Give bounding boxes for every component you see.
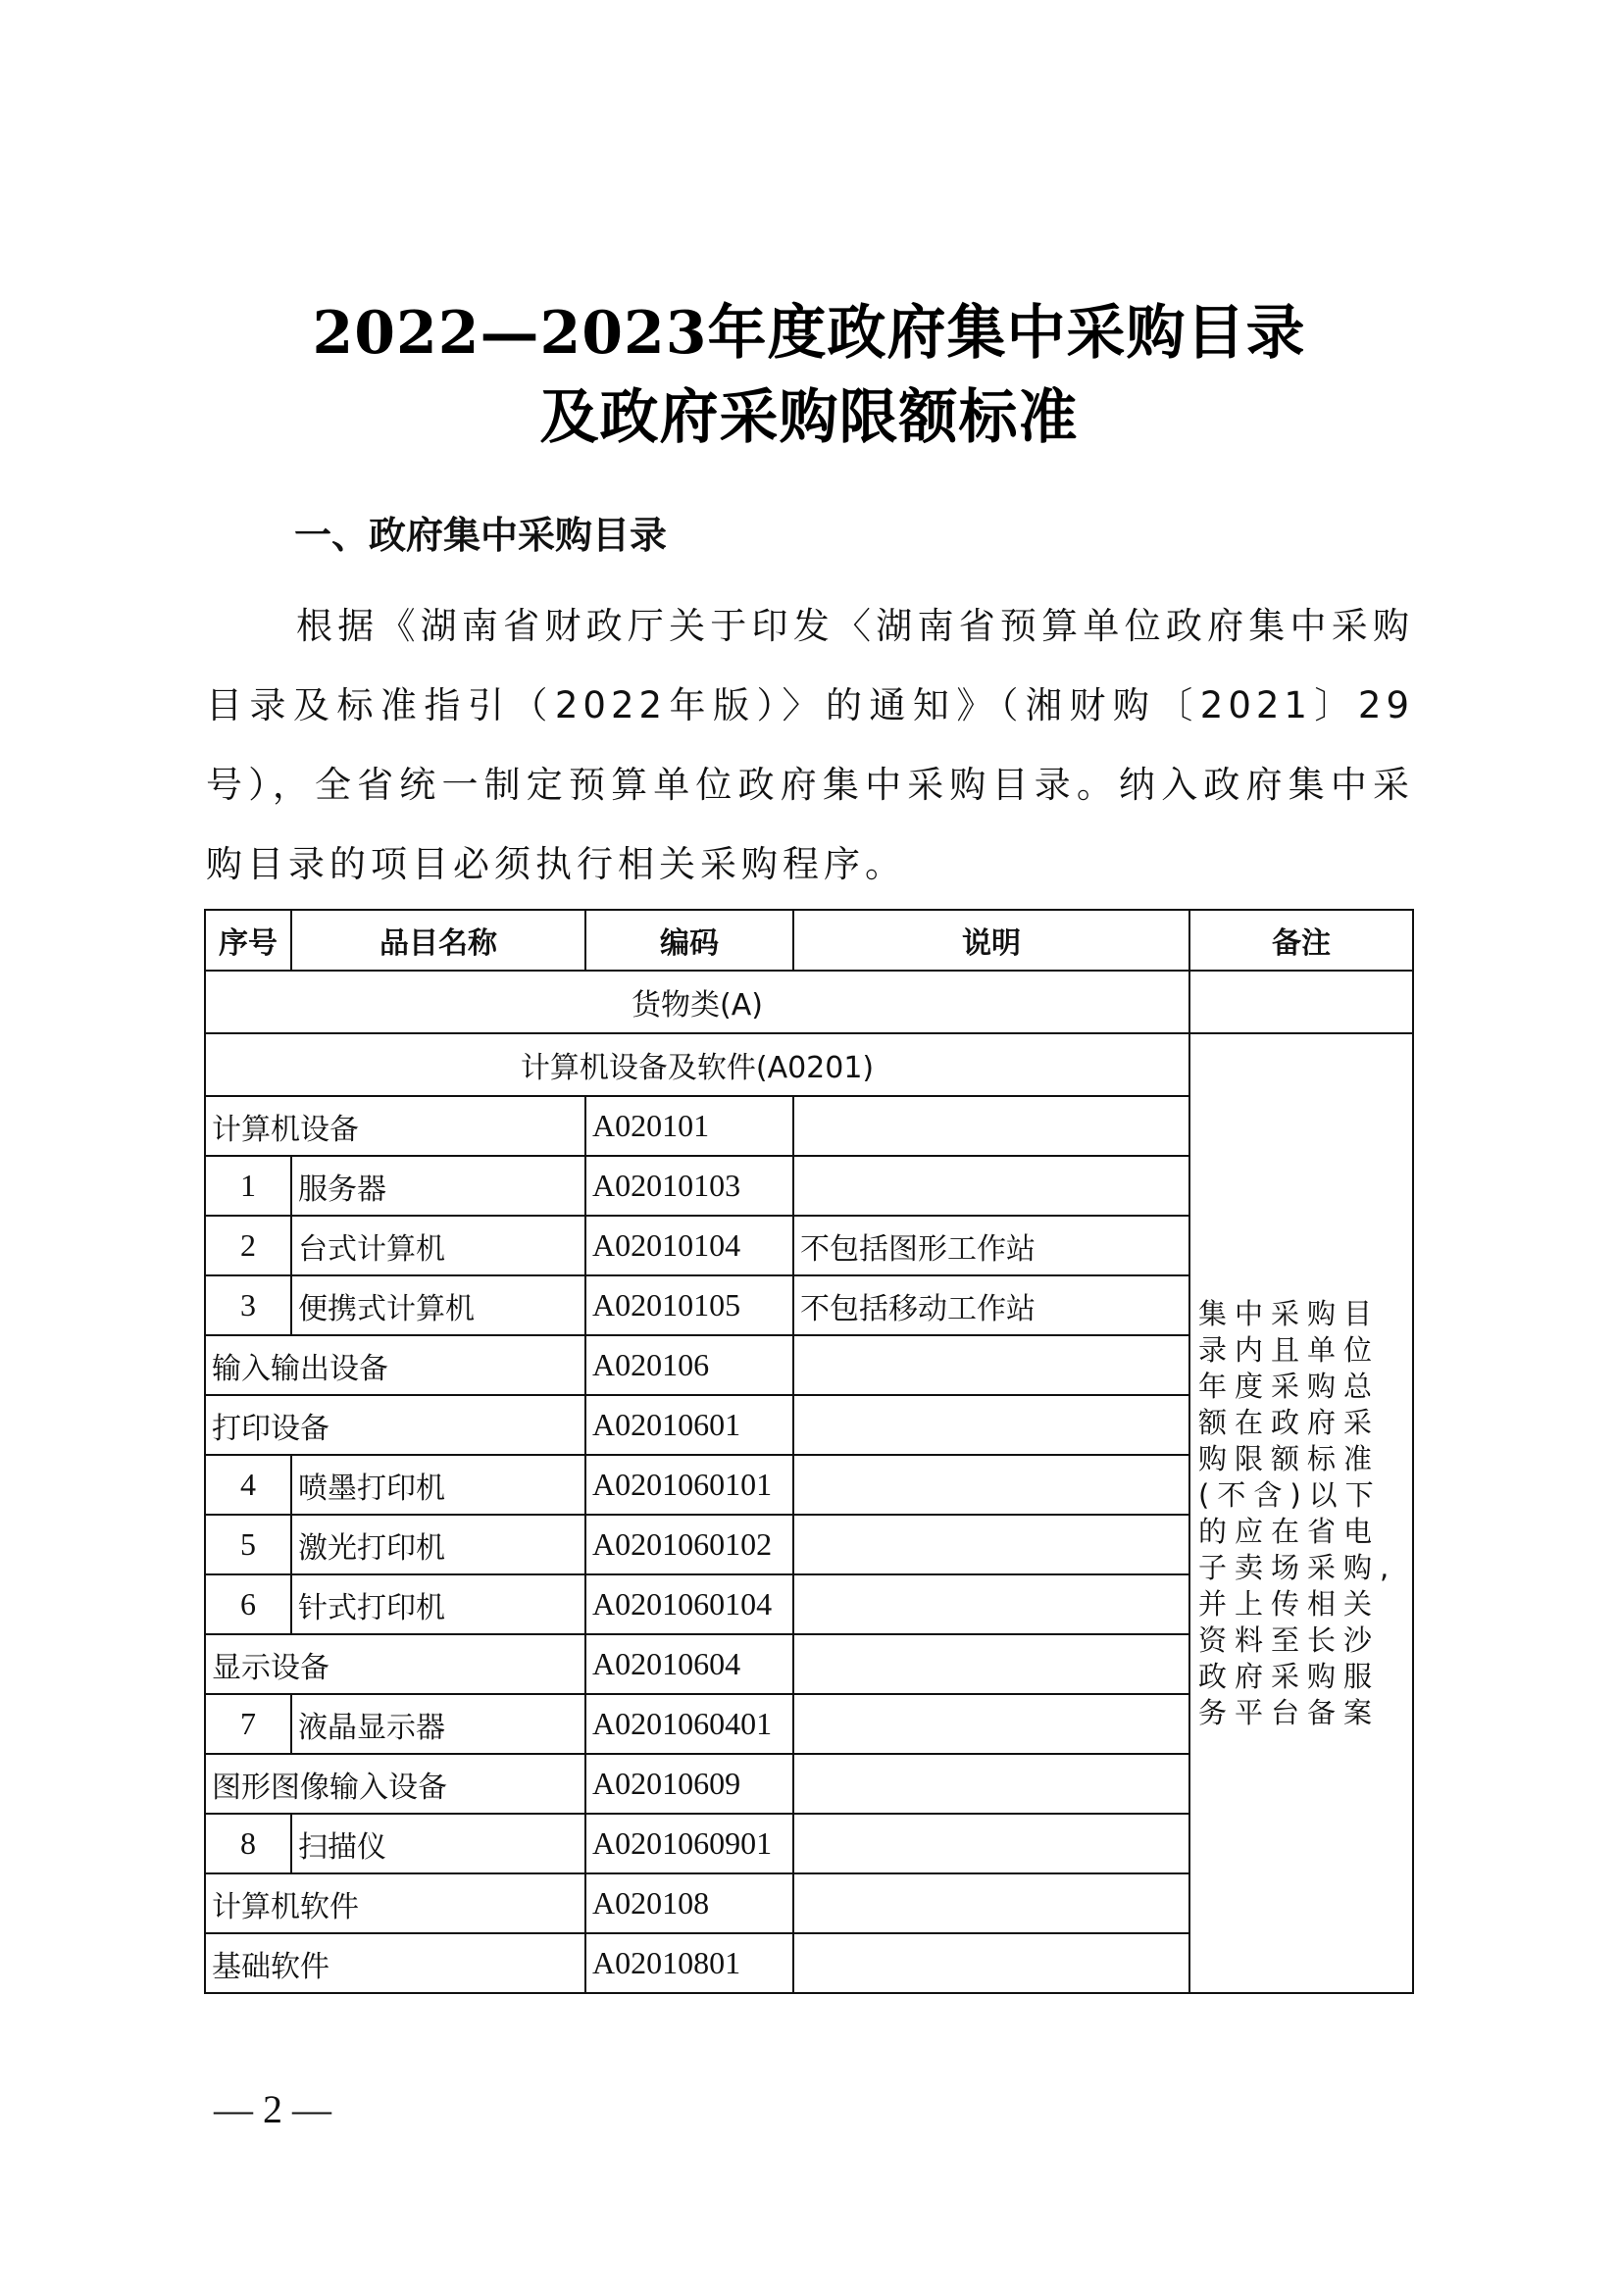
page-number: — 2 — (214, 2087, 331, 2131)
item-description (793, 1694, 1189, 1754)
item-description (793, 1933, 1189, 1993)
item-code: A0201060901 (585, 1814, 793, 1873)
item-group-name: 图形图像输入设备 (205, 1754, 585, 1814)
item-number: 8 (205, 1814, 291, 1873)
item-description (793, 1814, 1189, 1873)
item-code: A0201060102 (585, 1515, 793, 1574)
item-description (793, 1754, 1189, 1814)
remark-note: 集中采购目录内且单位年度采购总额在政府采购限额标准(不含)以下的应在省电子卖场采购,并上传相关资料至长沙政府采购服务平台备案 (1189, 1033, 1413, 1993)
item-number: 5 (205, 1515, 291, 1574)
item-code: A02010601 (585, 1395, 793, 1455)
item-number: 1 (205, 1156, 291, 1216)
item-code: A020108 (585, 1873, 793, 1933)
header-code: 编码 (585, 910, 793, 971)
item-code: A02010801 (585, 1933, 793, 1993)
category-label: 货物类(A) (205, 971, 1189, 1033)
header-remark: 备注 (1189, 910, 1413, 971)
subcategory-row (205, 1033, 1413, 1096)
item-code: A02010604 (585, 1634, 793, 1694)
item-number: 6 (205, 1574, 291, 1634)
item-description (793, 1395, 1189, 1455)
intro-paragraph: 根据《湖南省财政厅关于印发〈湖南省预算单位政府集中采购目录及标准指引（2022年版）〉的通知》（湘财购〔2021〕29号），全省统一制定预算单位政府集中采购目录。纳入政府集中采购目录的项目必须执行相关采购程序。 (206, 605, 1414, 885)
item-name: 喷墨打印机 (291, 1455, 585, 1515)
item-code: A02010609 (585, 1754, 793, 1814)
item-number: 4 (205, 1455, 291, 1515)
item-code: A0201060104 (585, 1574, 793, 1634)
item-name: 针式打印机 (291, 1574, 585, 1634)
item-code: A0201060401 (585, 1694, 793, 1754)
item-code: A02010105 (585, 1275, 793, 1335)
item-description (793, 1096, 1189, 1156)
item-group-name: 输入输出设备 (205, 1335, 585, 1395)
header-desc: 说明 (793, 910, 1189, 971)
item-code: A02010103 (585, 1156, 793, 1216)
item-description: 不包括移动工作站 (793, 1275, 1189, 1335)
item-group-name: 打印设备 (205, 1395, 585, 1455)
item-name: 激光打印机 (291, 1515, 585, 1574)
document-title-line-2: 及政府采购限额标准 (539, 383, 1079, 452)
item-number: 3 (205, 1275, 291, 1335)
item-description (793, 1455, 1189, 1515)
item-number: 2 (205, 1216, 291, 1275)
header-name: 品目名称 (291, 910, 585, 971)
item-code: A020106 (585, 1335, 793, 1395)
item-name: 便携式计算机 (291, 1275, 585, 1335)
item-description (793, 1515, 1189, 1574)
item-group-name: 显示设备 (205, 1634, 585, 1694)
item-description (793, 1634, 1189, 1694)
item-description (793, 1156, 1189, 1216)
category-remark (1189, 971, 1413, 1033)
item-name: 扫描仪 (291, 1814, 585, 1873)
item-description (793, 1873, 1189, 1933)
item-code: A0201060101 (585, 1455, 793, 1515)
item-name: 服务器 (291, 1156, 585, 1216)
table-header-row (205, 910, 1413, 971)
item-description (793, 1335, 1189, 1395)
subcategory-label: 计算机设备及软件(A0201) (205, 1033, 1189, 1096)
document-title-line-1: 2022—2023年度政府集中采购目录 (312, 299, 1306, 368)
item-code: A02010104 (585, 1216, 793, 1275)
header-no: 序号 (205, 910, 291, 971)
item-description (793, 1574, 1189, 1634)
item-name: 台式计算机 (291, 1216, 585, 1275)
procurement-catalog-table (204, 909, 1414, 1994)
item-group-name: 计算机设备 (205, 1096, 585, 1156)
item-description: 不包括图形工作站 (793, 1216, 1189, 1275)
section-heading: 一、政府集中采购目录 (294, 514, 668, 557)
item-group-name: 基础软件 (205, 1933, 585, 1993)
item-group-name: 计算机软件 (205, 1873, 585, 1933)
item-number: 7 (205, 1694, 291, 1754)
category-row (205, 971, 1413, 1033)
item-name: 液晶显示器 (291, 1694, 585, 1754)
item-code: A020101 (585, 1096, 793, 1156)
